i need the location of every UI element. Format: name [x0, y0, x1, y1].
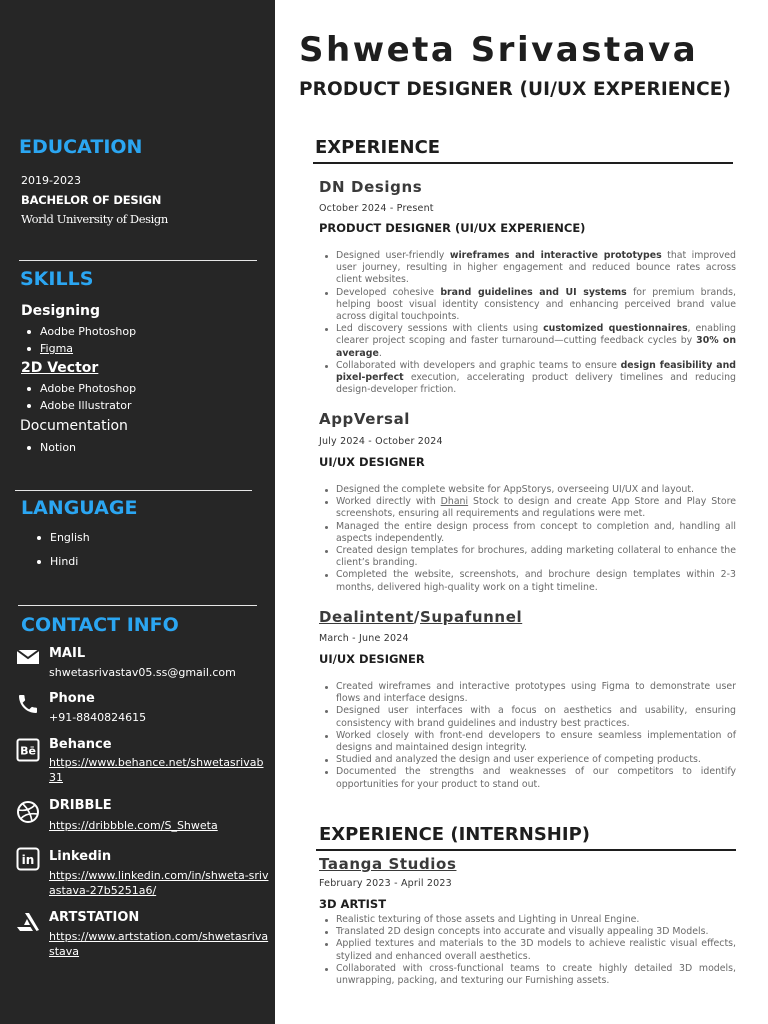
bullet-item: Designed user interfaces with a focus on aesthetics and usability, ensuring consistency with brand guidelines and industry best practices. [322, 705, 736, 729]
bullet-item: Worked directly with Dhani Stock to design and create App Store and Play Store screenshots, ensuring all requirements and regulations were met. [322, 496, 736, 520]
section-divider [313, 162, 733, 164]
bullet-item: Designed user-friendly wireframes and interactive prototypes that improved user journey, resulting in higher engagement and reduced bounce rates across client websites. [322, 250, 736, 287]
artstation-icon [16, 910, 40, 934]
bullet-item: Created design templates for brochures, adding marketing collateral to enhance the client’s branding. [322, 545, 736, 569]
job-dates: July 2024 - October 2024 [319, 436, 443, 447]
education-school: World University of Design [21, 212, 168, 226]
section-divider [316, 849, 736, 851]
contact-label-linkedin: Linkedin [49, 849, 112, 864]
internship-heading: EXPERIENCE (INTERNSHIP) [319, 824, 590, 845]
job-dates: February 2023 - April 2023 [319, 878, 452, 889]
bullet-item: Translated 2D design concepts into accurate and visually appealing 3D Models. [322, 926, 736, 938]
bullet-item: Managed the entire design process from concept to completion and, handling all aspects independently. [322, 521, 736, 545]
contact-link-dribbble[interactable]: https://dribbble.com/S_Shweta [49, 819, 218, 832]
bullet-item: Collaborated with developers and graphic teams to ensure design feasibility and pixel-perfect execution, accelerating product delivery timelines and reducing design-developer friction. [322, 360, 736, 397]
bullet-item: Applied textures and materials to the 3D models to achieve realistic visual effects, stylized and enhanced overall aesthetics. [322, 938, 736, 962]
language-item: Hindi [37, 555, 78, 568]
contact-link-behance[interactable]: https://www.behance.net/shwetasrivab31 [49, 756, 264, 784]
sidebar-divider [15, 490, 252, 491]
job-role: PRODUCT DESIGNER (UI/UX EXPERIENCE) [319, 221, 586, 235]
job-dates: March - June 2024 [319, 633, 409, 644]
contact-link-artstation[interactable]: https://www.artstation.com/shwetasrivastava [49, 930, 269, 958]
bullet-item: Realistic texturing of those assets and Lighting in Unreal Engine. [322, 914, 736, 926]
skill-item: Notion [27, 441, 76, 454]
job-bullets [322, 914, 736, 987]
sidebar-divider [18, 605, 257, 606]
skill-item: Adobe Photoshop [27, 382, 136, 395]
company-link-dealintent[interactable]: Dealintent [319, 608, 414, 626]
bullet-item: Completed the website, screenshots, and brochure design templates within 2-3 months, delivered high-quality work on a tight timeline. [322, 569, 736, 593]
bullet-item: Studied and analyzed the design and user experience of competing products. [322, 754, 736, 766]
mail-icon [16, 645, 40, 669]
skill-group-title: Documentation [20, 418, 128, 434]
candidate-name: Shweta Srivastava [299, 30, 699, 70]
language-item: English [37, 531, 90, 544]
phone-icon [16, 692, 40, 716]
company-name: Taanga Studios [319, 855, 457, 873]
contact-label-mail: MAIL [49, 646, 86, 661]
experience-heading: EXPERIENCE [315, 137, 441, 158]
skill-group-title: Designing [21, 303, 101, 319]
skill-item: Aodbe Photoshop [27, 325, 136, 338]
company-name: DN Designs [319, 178, 423, 196]
education-heading: EDUCATION [19, 136, 143, 158]
job-bullets [322, 484, 736, 594]
bullet-item: Worked closely with front-end developers to ensure seamless implementation of designs and maintained design integrity. [322, 730, 736, 754]
education-years: 2019-2023 [21, 174, 81, 187]
job-bullets [322, 250, 736, 396]
contact-label-artstation: ARTSTATION [49, 910, 140, 925]
behance-icon [16, 738, 40, 762]
bullet-item: Collaborated with cross-functional teams to create highly detailed 3D models, unwrapping, packing, and texturing our Furnishing assets. [322, 963, 736, 987]
company-link-supafunnel[interactable]: Supafunnel [420, 608, 523, 626]
contact-link-linkedin[interactable]: https://www.linkedin.com/in/shweta-srivastava-27b5251a6/ [49, 869, 269, 897]
company-name: AppVersal [319, 410, 411, 428]
svg-text:in: in [21, 853, 35, 867]
language-heading: LANGUAGE [21, 497, 138, 519]
contact-label-phone: Phone [49, 691, 95, 706]
bullet-item: Documented the strengths and weaknesses of our competitors to identify opportunities for your product to stand out. [322, 766, 736, 790]
skills-heading: SKILLS [20, 268, 94, 290]
company-name: Dealintent/Supafunnel [319, 608, 523, 626]
candidate-headline: PRODUCT DESIGNER (UI/UX EXPERIENCE) [299, 79, 732, 100]
skill-item: Adobe Illustrator [27, 399, 132, 412]
contact-heading: CONTACT INFO [21, 614, 179, 636]
svg-text:Bē: Bē [20, 744, 36, 758]
contact-value-mail: shwetasrivastav05.ss@gmail.com [49, 666, 236, 679]
bullet-item: Led discovery sessions with clients using customized questionnaires, enabling clearer project scoping and faster turnaround—cutting feedback cycles by 30% on average. [322, 323, 736, 360]
sidebar-divider [19, 260, 257, 261]
skill-item-link[interactable]: Figma [27, 342, 73, 355]
contact-label-dribbble: DRIBBLE [49, 798, 112, 813]
skill-group-title: 2D Vector [21, 360, 99, 376]
bullet-item: Created wireframes and interactive prototypes using Figma to demonstrate user flows and interface designs. [322, 681, 736, 705]
job-bullets [322, 681, 736, 791]
job-role: UI/UX DESIGNER [319, 455, 425, 469]
sidebar [0, 0, 275, 1024]
job-dates: October 2024 - Present [319, 203, 434, 214]
linkedin-icon [16, 847, 40, 871]
job-role: 3D ARTIST [319, 897, 387, 911]
job-role: UI/UX DESIGNER [319, 652, 425, 666]
contact-value-phone: +91-8840824615 [49, 711, 147, 724]
dribbble-icon [16, 800, 40, 824]
contact-label-behance: Behance [49, 737, 112, 752]
bullet-item: Developed cohesive brand guidelines and UI systems for premium brands, helping boost visual identity consistency and enhancing perceived brand value across digital touchpoints. [322, 287, 736, 324]
education-degree: BACHELOR OF DESIGN [21, 193, 162, 207]
bullet-item: Designed the complete website for AppStorys, overseeing UI/UX and layout. [322, 484, 736, 496]
